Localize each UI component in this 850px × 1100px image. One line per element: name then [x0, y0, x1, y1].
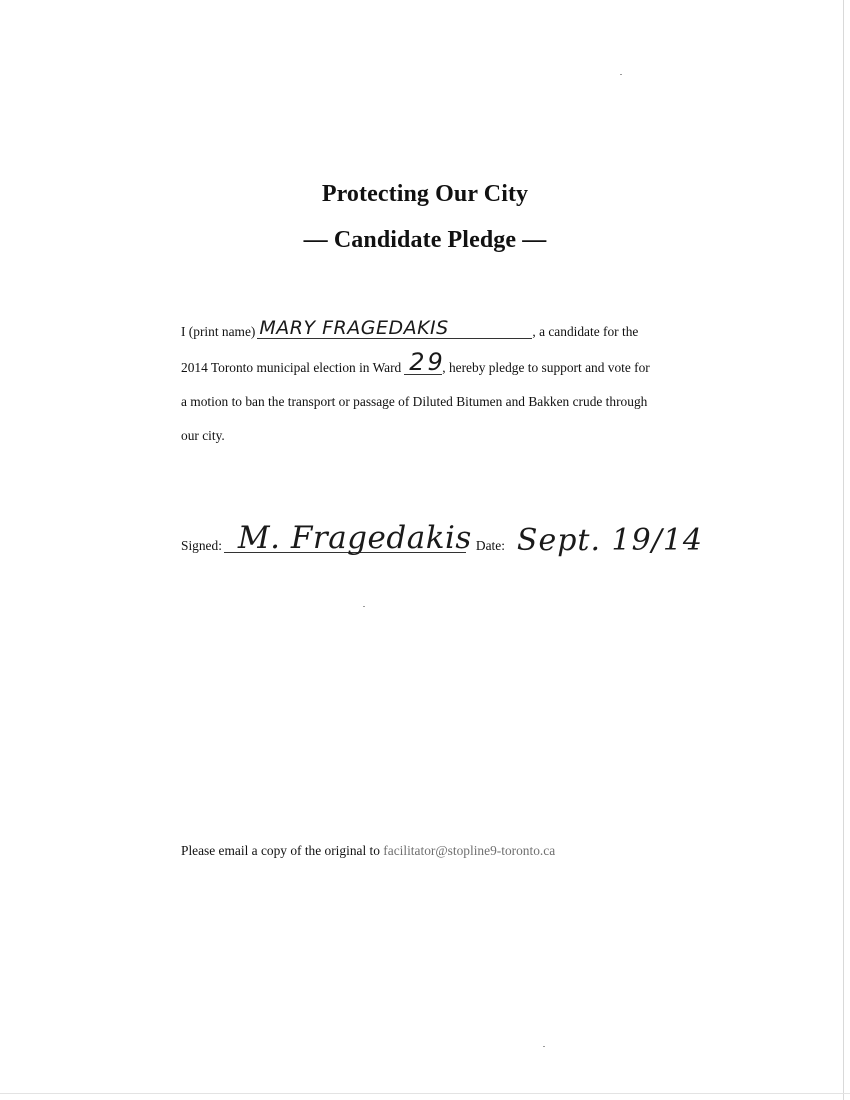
pledge-line-4: our city. — [181, 428, 225, 443]
footer-text: Please email a copy of the original to — [181, 843, 380, 858]
pledge-text-after-name: , a candidate for the — [532, 324, 639, 339]
document-title: Protecting Our City — [321, 181, 529, 207]
print-name-label: I (print name) — [181, 324, 256, 339]
ward-field[interactable] — [404, 348, 446, 376]
handwritten-signature: M. Fragedakis — [237, 520, 472, 556]
handwritten-ward: 29 — [409, 348, 446, 376]
scan-speck — [363, 606, 365, 607]
scan-speck — [620, 74, 622, 75]
signed-label: Signed: — [181, 538, 222, 553]
handwritten-name: MARY FRAGEDAKIS — [259, 317, 449, 339]
document-subtitle: — Candidate Pledge — — [303, 227, 547, 253]
signature-row — [181, 520, 704, 558]
footer-instruction — [181, 843, 555, 859]
date-label: Date: — [475, 538, 505, 553]
pledge-line-1 — [181, 317, 639, 340]
email-link[interactable]: facilitator@stopline9-toronto.ca — [383, 843, 556, 858]
pledge-line-3: a motion to ban the transport or passage of Diluted Bitumen and Bakken crude through — [181, 394, 648, 409]
handwritten-date: Sept. 19/14 — [516, 523, 704, 558]
signature-field[interactable] — [224, 520, 472, 556]
ward-label: 2014 Toronto municipal election in Ward — [181, 360, 402, 375]
date-field[interactable] — [507, 523, 704, 558]
scan-speck — [543, 1046, 545, 1047]
pledge-line-2 — [181, 348, 650, 376]
scan-edge-bottom — [0, 1093, 850, 1094]
pledge-text-after-ward: , hereby pledge to support and vote for — [442, 360, 650, 375]
print-name-field[interactable] — [257, 317, 532, 339]
scan-edge-right — [843, 0, 844, 1100]
